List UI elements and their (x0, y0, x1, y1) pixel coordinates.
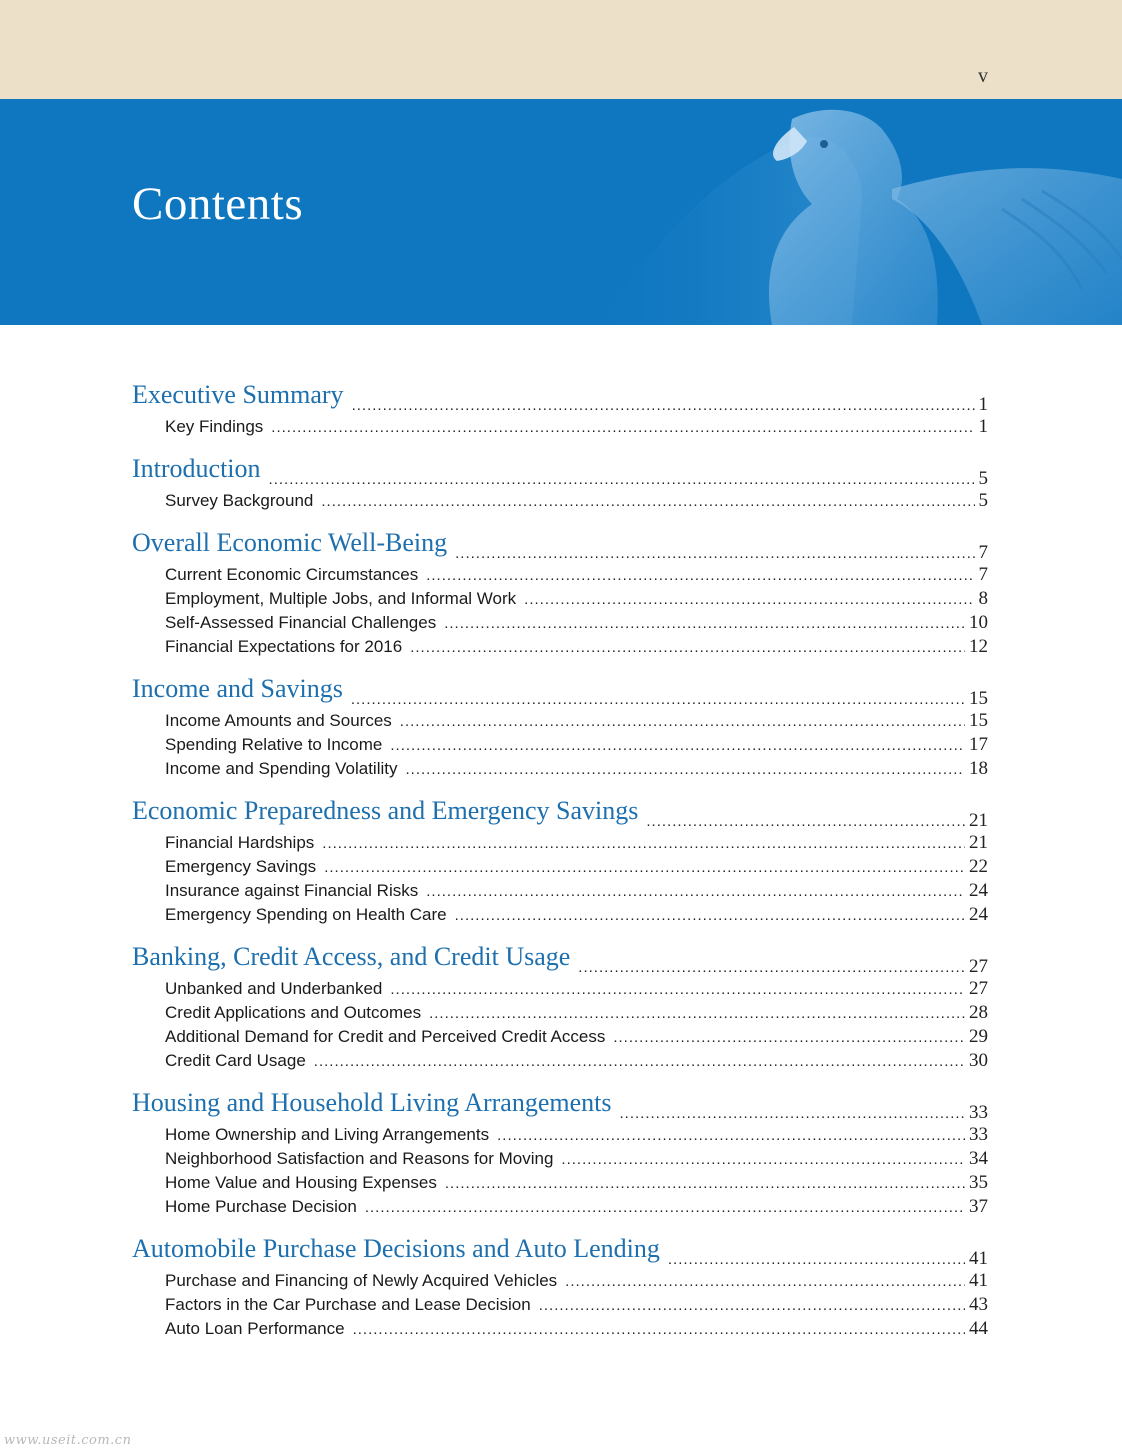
dot-leader (646, 813, 965, 830)
toc-item-link[interactable] (132, 1270, 988, 1294)
toc-page-number: 5 (978, 490, 988, 511)
toc-item-label: Credit Card Usage (165, 1051, 306, 1070)
toc-page-number: 1 (978, 416, 988, 437)
toc-page-number: 27 (969, 978, 988, 999)
toc-item-link[interactable] (132, 734, 988, 758)
toc-item-link[interactable] (132, 832, 988, 856)
toc-item-label: Neighborhood Satisfaction and Reasons for Moving (165, 1149, 554, 1168)
toc-heading-link[interactable] (132, 942, 988, 978)
toc-item-link[interactable] (132, 416, 988, 440)
toc-page-number: 37 (969, 1196, 988, 1217)
toc-page-number: 44 (969, 1318, 988, 1339)
eagle-sculpture-icon (562, 99, 1122, 325)
toc-heading-link[interactable] (132, 674, 988, 710)
toc-section (132, 796, 988, 928)
dot-leader (390, 981, 965, 998)
toc-item-label: Purchase and Financing of Newly Acquired Vehicles (165, 1271, 558, 1290)
page-number: v (978, 65, 988, 87)
toc-item-link[interactable] (132, 978, 988, 1002)
toc-item-link[interactable] (132, 758, 988, 782)
toc-page-number: 41 (969, 1270, 988, 1291)
toc-section (132, 942, 988, 1074)
toc-item-link[interactable] (132, 490, 988, 514)
dot-leader (351, 691, 965, 708)
toc-page-number: 33 (969, 1124, 988, 1145)
dot-leader (565, 1273, 965, 1290)
dot-leader (578, 959, 965, 976)
dot-leader (406, 761, 966, 778)
toc-item-link[interactable] (132, 1050, 988, 1074)
toc-heading-title: Executive Summary (132, 380, 344, 409)
toc-item-link[interactable] (132, 1196, 988, 1220)
dot-leader (620, 1105, 966, 1122)
toc-item-label: Spending Relative to Income (165, 735, 383, 754)
toc-item-label: Factors in the Car Purchase and Lease Decision (165, 1295, 531, 1314)
toc-page-number: 17 (969, 734, 988, 755)
toc-item-label: Survey Background (165, 491, 314, 510)
toc-page-number: 24 (969, 904, 988, 925)
toc-page-number: 33 (969, 1102, 988, 1123)
toc-heading-title: Overall Economic Well-Being (132, 528, 448, 557)
toc-page-number: 35 (969, 1172, 988, 1193)
toc-item-link[interactable] (132, 880, 988, 904)
toc-item-label: Emergency Spending on Health Care (165, 905, 447, 924)
toc-item-link[interactable] (132, 564, 988, 588)
toc-page-number: 21 (969, 810, 988, 831)
toc-heading-title: Banking, Credit Access, and Credit Usage (132, 942, 571, 971)
toc-heading-title: Economic Preparedness and Emergency Savings (132, 796, 639, 825)
dot-leader (271, 419, 974, 436)
toc-item-label: Credit Applications and Outcomes (165, 1003, 422, 1022)
toc-page-number: 7 (978, 542, 988, 563)
dot-leader (321, 493, 974, 510)
toc-section (132, 674, 988, 782)
toc-page-number: 34 (969, 1148, 988, 1169)
dot-leader (400, 713, 965, 730)
toc-item-link[interactable] (132, 636, 988, 660)
top-band (0, 0, 1122, 99)
toc-heading-title: Introduction (132, 454, 261, 483)
dot-leader (539, 1297, 965, 1314)
toc-item-label: Income Amounts and Sources (165, 711, 392, 730)
dot-leader (322, 835, 965, 852)
dot-leader (390, 737, 965, 754)
toc-item-link[interactable] (132, 1026, 988, 1050)
dot-leader (455, 545, 974, 562)
toc-section (132, 1088, 988, 1220)
toc-item-label: Financial Hardships (165, 833, 315, 852)
dot-leader (524, 591, 974, 608)
toc-section (132, 1234, 988, 1342)
toc-item-label: Unbanked and Underbanked (165, 979, 383, 998)
dot-leader (353, 1321, 965, 1338)
toc-page-number: 8 (978, 588, 988, 609)
toc-item-link[interactable] (132, 612, 988, 636)
toc-page-number: 24 (969, 880, 988, 901)
toc-item-label: Employment, Multiple Jobs, and Informal Work (165, 589, 517, 608)
toc-item-label: Financial Expectations for 2016 (165, 637, 403, 656)
toc-page-number: 21 (969, 832, 988, 853)
toc-page-number: 7 (978, 564, 988, 585)
toc-item-link[interactable] (132, 904, 988, 928)
toc-item-label: Key Findings (165, 417, 264, 436)
toc-page-number: 41 (969, 1248, 988, 1269)
toc-heading-title: Automobile Purchase Decisions and Auto Lending (132, 1234, 660, 1263)
dot-leader (426, 883, 965, 900)
toc-item-label: Self-Assessed Financial Challenges (165, 613, 437, 632)
dot-leader (365, 1199, 965, 1216)
toc-heading-link[interactable] (132, 454, 988, 490)
toc-heading-link[interactable] (132, 1234, 988, 1270)
dot-leader (314, 1053, 965, 1070)
dot-leader (445, 1175, 965, 1192)
toc-heading-title: Income and Savings (132, 674, 343, 703)
toc-section (132, 528, 988, 660)
toc-heading-link[interactable] (132, 380, 988, 416)
toc-item-label: Home Value and Housing Expenses (165, 1173, 437, 1192)
dot-leader (455, 907, 965, 924)
dot-leader (426, 567, 974, 584)
toc-page-number: 18 (969, 758, 988, 779)
toc-item-link[interactable] (132, 856, 988, 880)
toc-item-label: Additional Demand for Credit and Perceived Credit Access (165, 1027, 606, 1046)
dot-leader (410, 639, 965, 656)
toc-item-link[interactable] (132, 1148, 988, 1172)
dot-leader (497, 1127, 965, 1144)
toc-page-number: 29 (969, 1026, 988, 1047)
dot-leader (668, 1251, 965, 1268)
toc-item-label: Auto Loan Performance (165, 1319, 345, 1338)
toc-item-link[interactable] (132, 588, 988, 612)
toc-item-link[interactable] (132, 710, 988, 734)
toc-item-label: Home Ownership and Living Arrangements (165, 1125, 490, 1144)
toc-item-label: Home Purchase Decision (165, 1197, 357, 1216)
toc-item-label: Insurance against Financial Risks (165, 881, 419, 900)
toc-item-link[interactable] (132, 1002, 988, 1026)
toc-page-number: 30 (969, 1050, 988, 1071)
toc-page-number: 1 (978, 394, 988, 415)
toc-heading-title: Housing and Household Living Arrangements (132, 1088, 612, 1117)
dot-leader (561, 1151, 965, 1168)
toc-page-number: 12 (969, 636, 988, 657)
dot-leader (324, 859, 965, 876)
toc-section (132, 454, 988, 514)
toc-heading-link[interactable] (132, 796, 988, 832)
toc-item-link[interactable] (132, 1294, 988, 1318)
toc-page-number: 15 (969, 688, 988, 709)
dot-leader (444, 615, 965, 632)
toc-item-label: Current Economic Circumstances (165, 565, 419, 584)
table-of-contents (132, 380, 988, 1356)
toc-page-number: 28 (969, 1002, 988, 1023)
dot-leader (352, 397, 975, 414)
toc-section (132, 380, 988, 440)
toc-heading-link[interactable] (132, 528, 988, 564)
toc-item-label: Income and Spending Volatility (165, 759, 398, 778)
toc-page-number: 5 (978, 468, 988, 489)
toc-item-link[interactable] (132, 1124, 988, 1148)
page-title: Contents (132, 178, 304, 230)
dot-leader (613, 1029, 965, 1046)
toc-item-link[interactable] (132, 1172, 988, 1196)
toc-page-number: 22 (969, 856, 988, 877)
watermark: www.useit.com.cn (4, 1433, 132, 1448)
toc-page-number: 27 (969, 956, 988, 977)
dot-leader (429, 1005, 965, 1022)
contents-banner (0, 99, 1122, 325)
toc-page-number: 10 (969, 612, 988, 633)
toc-heading-link[interactable] (132, 1088, 988, 1124)
toc-page-number: 43 (969, 1294, 988, 1315)
toc-item-label: Emergency Savings (165, 857, 317, 876)
dot-leader (269, 471, 975, 488)
toc-item-link[interactable] (132, 1318, 988, 1342)
toc-page-number: 15 (969, 710, 988, 731)
